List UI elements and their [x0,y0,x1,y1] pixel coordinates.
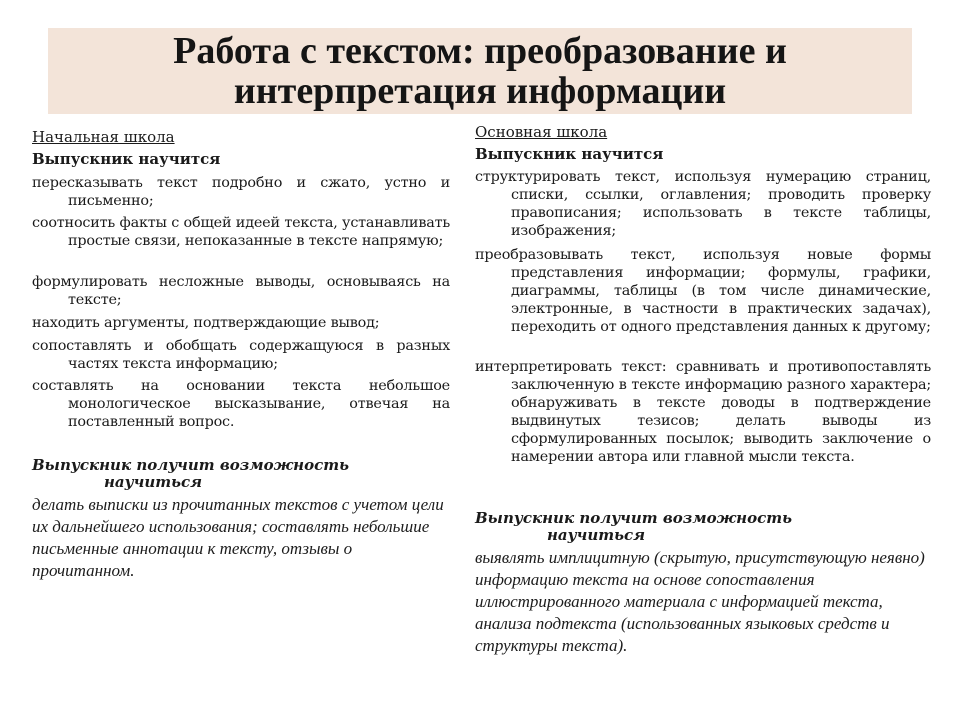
basic-school-heading: Основная школа [475,123,608,141]
basic-opportunity-text: выявлять имплицитную (скрытую, присутствующую неявно) информацию текста на основе сопоставления иллюстрированного материала с информацией текста, анализа подтекста (использованных языковых средств и структуры текста). [475,548,925,655]
basic-learns-heading: Выпускник научится [475,145,664,163]
primary-opportunity-heading-line2: научиться [104,473,203,491]
basic-skill-item: интерпретировать текст: сравнивать и противопоставлять заключенную в тексте информацию разного характера; обнаруживать в тексте доводы в подтверждение выдвинутых тезисов; делать выводы из сформулированных посылок; выводить заключение о намерении автора или главной мысли текста. [475,359,931,465]
primary-learns-heading: Выпускник научится [32,150,221,168]
primary-skill-item: находить аргументы, подтверждающие вывод; [32,315,380,331]
primary-opportunity-heading [32,457,349,491]
title-banner [48,28,912,114]
title-line-2: интерпретация информации [233,70,727,112]
primary-opportunity-heading-line1: Выпускник получит возможность [32,456,350,474]
basic-skill-item: структурировать текст, используя нумерацию страниц, списки, ссылки, оглавления; проводить проверку правописания; использовать в тексте таблицы, изображения; [475,169,931,239]
basic-opportunity-heading [475,510,792,544]
primary-skill-item: формулировать несложные выводы, основываясь на тексте; [32,274,450,308]
primary-skill-item: составлять на основании текста небольшое монологическое высказывание, отвечая на поставленный вопрос. [32,378,450,430]
primary-opportunity-text: делать выписки из прочитанных текстов с учетом цели их дальнейшего использования; составлять небольшие письменные аннотации к тексту, отзывы о прочитанном. [32,495,444,580]
primary-skill-item: соотносить факты с общей идеей текста, устанавливать простые связи, непоказанные в тексте напрямую; [32,215,450,249]
primary-school-heading: Начальная школа [32,128,175,146]
basic-opportunity-heading-line2: научиться [547,526,646,544]
basic-opportunity-heading-line1: Выпускник получит возможность [475,509,793,527]
basic-skill-item: преобразовывать текст, используя новые формы представления информации; формулы, графики, диаграммы, таблицы (в том числе динамические, электронные, в частности в практических задачах), переходить от одного представления данных к другому; [475,247,931,335]
primary-skill-item: сопоставлять и обобщать содержащуюся в разных частях текста информацию; [32,338,450,372]
primary-skill-item: пересказывать текст подробно и сжато, устно и письменно; [32,175,450,209]
title-line-1: Работа с текстом: преобразование и [173,30,787,72]
